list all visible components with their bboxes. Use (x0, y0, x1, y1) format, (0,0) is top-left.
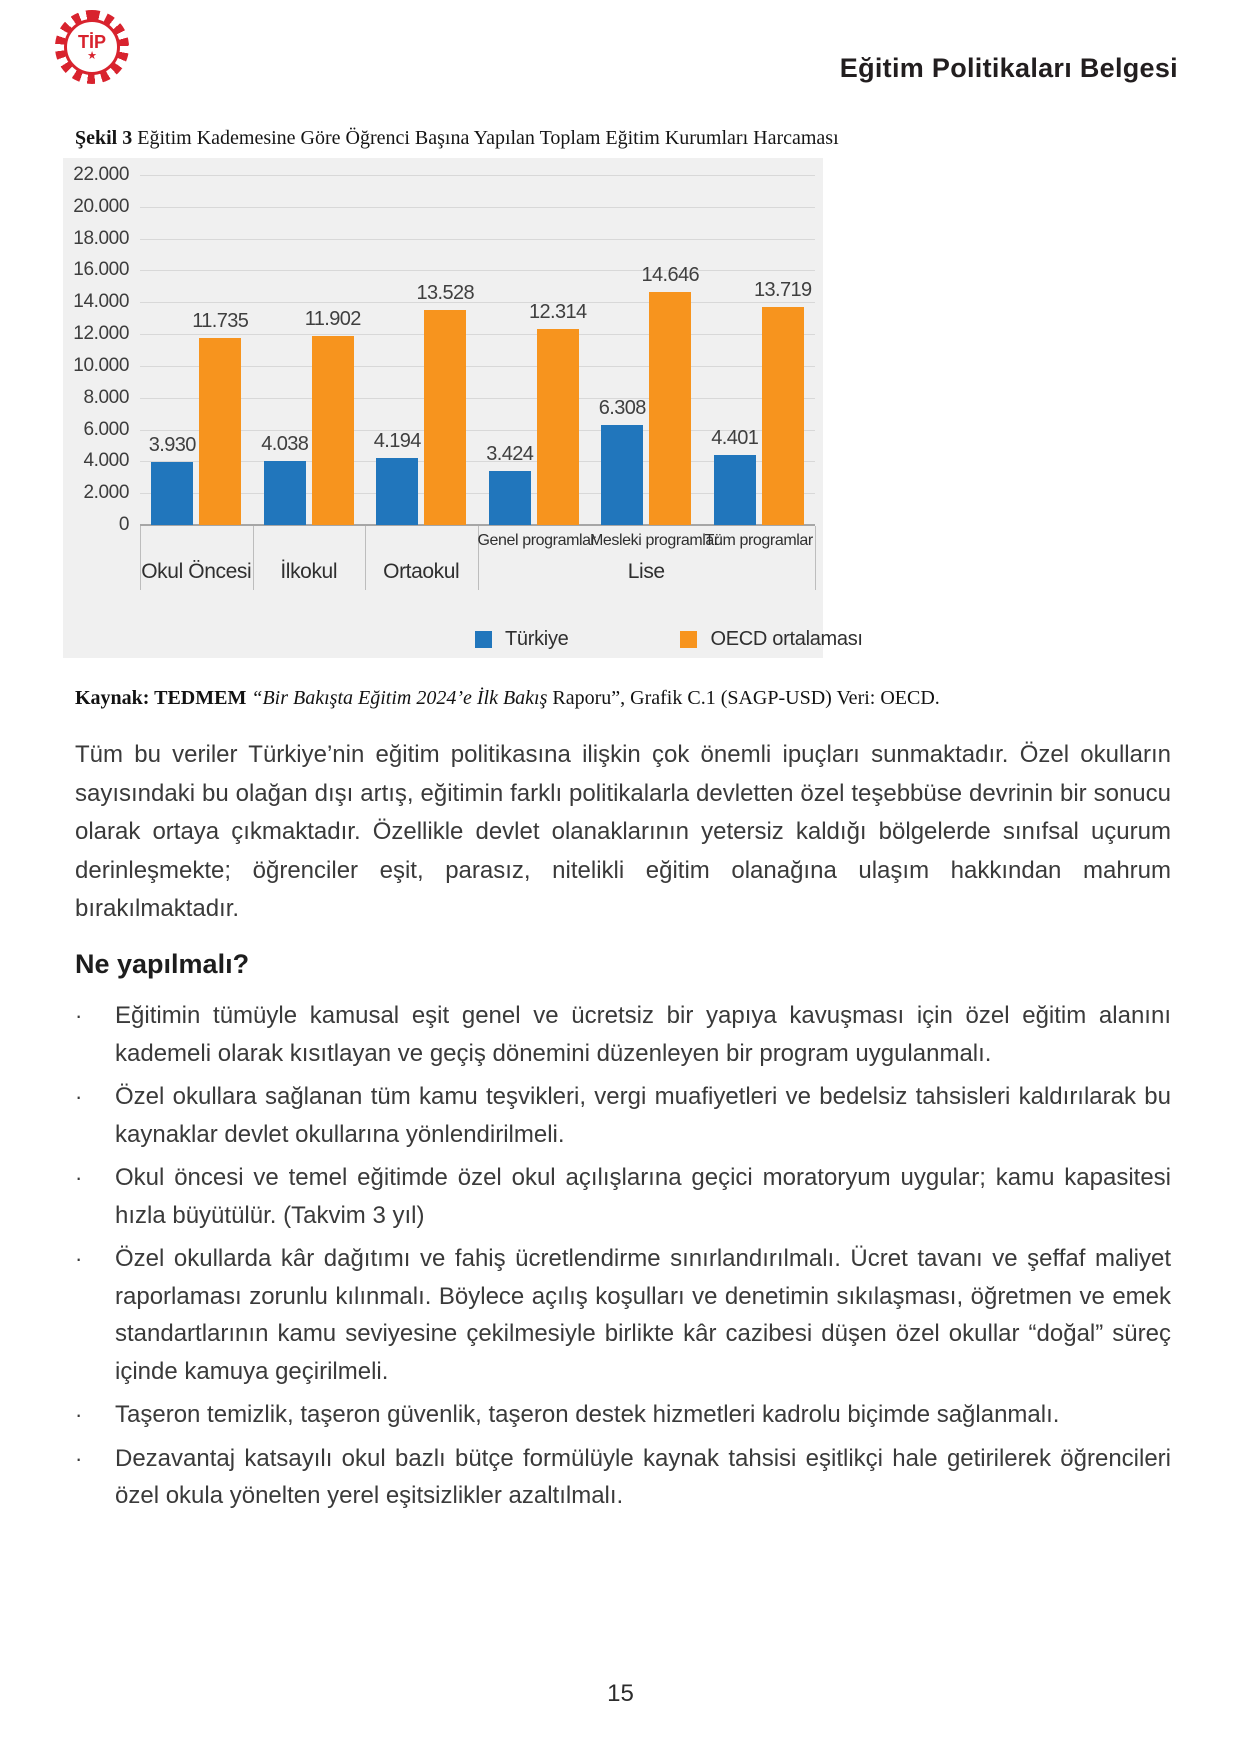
bullet-item (75, 1078, 1171, 1153)
logo-text: TİP (77, 32, 106, 52)
figure-chart (63, 158, 863, 658)
figure-caption-text: Eğitim Kademesine Göre Öğrenci Başına Yapılan Toplam Eğitim Kurumları Harcaması (132, 127, 839, 149)
legend-swatch (680, 631, 697, 648)
bar-oecd-ortalaması (424, 310, 466, 525)
section-heading: Ne yapılmalı? (75, 949, 250, 979)
category-sublabel: Tüm programlar (704, 532, 813, 549)
bullet-marker: · (75, 1445, 83, 1471)
y-tick-label: 0 (118, 514, 129, 535)
value-label: 6.308 (598, 396, 646, 419)
bar-oecd-ortalaması (312, 336, 354, 525)
grid-line (140, 366, 815, 367)
grid-line (140, 398, 815, 399)
bar-oecd-ortalaması (762, 307, 804, 525)
y-tick-label: 16.000 (73, 259, 129, 281)
figure-caption (75, 127, 839, 150)
legend-item (680, 628, 862, 651)
body-paragraph: Tüm bu veriler Türkiye’nin eğitim politikasına ilişkin çok önemli ipuçları sunmaktadır. Özel okulların sayısındaki bu olağan dışı artış, eğitimin farklı politikalarla devletten özel teşebbüse devrinin bir sonucu olarak ortaya çıkmaktadır. Özellikle devlet olanaklarının yetersiz kaldığı bölgelerde sınıfsal uçurum derinleşmekte; öğrenciler eşit, parasız, nitelikli eğitim olanağına ulaşım hakkından mahrum bırakılmaktadır. (75, 741, 1171, 922)
value-label: 3.930 (148, 434, 196, 457)
chart-y-axis (63, 164, 129, 535)
chart-plot (140, 175, 815, 525)
logo-wreath-icon (55, 10, 129, 84)
chart-legend (475, 628, 863, 651)
y-tick-label: 4.000 (83, 450, 129, 472)
y-tick-label: 6.000 (83, 418, 129, 440)
bullet-item (75, 1396, 1171, 1434)
bullet-text: Özel okullarda kâr dağıtımı ve fahiş ücretlendirme sınırlandırılmalı. Ücret tavanı ve şeffaf maliyet raporlaması zorunlu kılınmalı. Böylece açılış koşulları ve denetimin sıkılaşması, öğretmen ve emek standartlarının kamu seviyesine çekilmesiyle birlikte kâr cazibesi düşen özel okullar “doğal” süreç içinde kamuya geçirilmeli. (115, 1245, 1171, 1385)
legend-swatch (475, 631, 492, 648)
bar-türkiye (714, 455, 756, 525)
bullet-text: Eğitimin tümüyle kamusal eşit genel ve ücretsiz bir yapıya kavuşması için özel eğitim alanını kademeli olarak kısıtlayan ve geçiş dönemini düzenleyen bir program uygulanmalı. (115, 1002, 1171, 1067)
category-label: Okul Öncesi (141, 560, 252, 583)
bullet-marker: · (75, 1003, 83, 1028)
y-tick-label: 12.000 (73, 323, 129, 345)
source-italic: “Bir Bakışta Eğitim 2024’e İlk Bakış (251, 687, 548, 709)
bar-türkiye (601, 425, 643, 525)
page-number: 15 (607, 1680, 634, 1707)
bullet-marker: · (75, 1402, 83, 1427)
star-icon: ★ (87, 50, 97, 62)
bullet-item (75, 1440, 1171, 1515)
grid-line (140, 207, 815, 208)
grid-line (140, 175, 815, 176)
bullet-marker: · (75, 1084, 83, 1109)
bullet-item (75, 997, 1171, 1072)
source-suffix: Raporu”, Grafik C.1 (SAGP-USD) Veri: OECD. (547, 687, 940, 709)
category-label: Ortaokul (383, 560, 460, 583)
bar-türkiye (376, 458, 418, 525)
y-tick-label: 18.000 (73, 227, 129, 249)
figure-label: Şekil 3 (75, 127, 133, 149)
bullet-list (75, 997, 1171, 1521)
logo-emblem (64, 19, 120, 75)
chart-category-axis (140, 526, 815, 606)
legend-item (475, 628, 568, 651)
y-tick-label: 20.000 (73, 195, 129, 217)
bullet-text: Taşeron temizlik, taşeron güvenlik, taşeron destek hizmetleri kadrolu biçimde sağlanmalı. (115, 1401, 1060, 1428)
source-prefix: Kaynak: TEDMEM (75, 687, 252, 709)
category-sublabel: Genel programlar (477, 532, 596, 549)
document-title: Eğitim Politikaları Belgesi (839, 53, 1178, 83)
source-line (75, 687, 940, 710)
value-label: 4.038 (261, 432, 309, 455)
value-label: 14.646 (641, 264, 700, 286)
category-sublabel: Mesleki programlar (590, 532, 719, 549)
category-label: Lise (627, 560, 665, 583)
value-label: 13.528 (416, 281, 475, 304)
bar-türkiye (264, 461, 306, 525)
bullet-item (75, 1159, 1171, 1234)
y-tick-label: 2.000 (83, 482, 129, 504)
y-tick-label: 8.000 (83, 386, 129, 408)
bullet-marker: · (75, 1246, 83, 1271)
legend-label: Türkiye (505, 628, 569, 650)
value-label: 11.735 (192, 310, 249, 333)
bullet-text: Dezavantaj katsayılı okul bazlı bütçe formülüyle kaynak tahsisi eşitlikçi hale getirilerek öğrencileri özel okula yönelten yerel eşitsizlikler azaltılmalı. (115, 1444, 1171, 1509)
bar-oecd-ortalaması (199, 338, 241, 525)
value-label: 3.424 (486, 442, 534, 465)
bar-türkiye (151, 462, 193, 525)
tip-party-logo (55, 10, 129, 84)
value-label: 4.194 (373, 430, 421, 453)
grid-line (140, 239, 815, 240)
grid-line (140, 334, 815, 335)
value-label: 11.902 (304, 307, 361, 330)
category-divider (815, 526, 816, 590)
y-tick-label: 10.000 (73, 354, 129, 376)
value-label: 13.719 (753, 278, 812, 301)
bullet-marker: · (75, 1165, 83, 1190)
y-tick-label: 22.000 (73, 164, 129, 185)
value-label: 12.314 (528, 301, 587, 324)
legend-label: OECD ortalaması (710, 628, 863, 650)
bar-oecd-ortalaması (537, 329, 579, 525)
y-tick-label: 14.000 (73, 291, 129, 313)
bullet-text: Özel okullara sağlanan tüm kamu teşvikleri, vergi muafiyetleri ve bedelsiz tahsisleri kaldırılarak bu kaynaklar devlet okullarına yönlendirilmeli. (115, 1083, 1171, 1148)
value-label: 4.401 (711, 426, 759, 449)
bar-oecd-ortalaması (649, 292, 691, 525)
bullet-text: Okul öncesi ve temel eğitimde özel okul açılışlarına geçici moratoryum uygular; kamu kapasitesi hızla büyütülür. (Takvim 3 yıl) (115, 1164, 1171, 1229)
bar-türkiye (489, 471, 531, 525)
category-label: İlkokul (280, 560, 338, 583)
bullet-item (75, 1240, 1171, 1390)
